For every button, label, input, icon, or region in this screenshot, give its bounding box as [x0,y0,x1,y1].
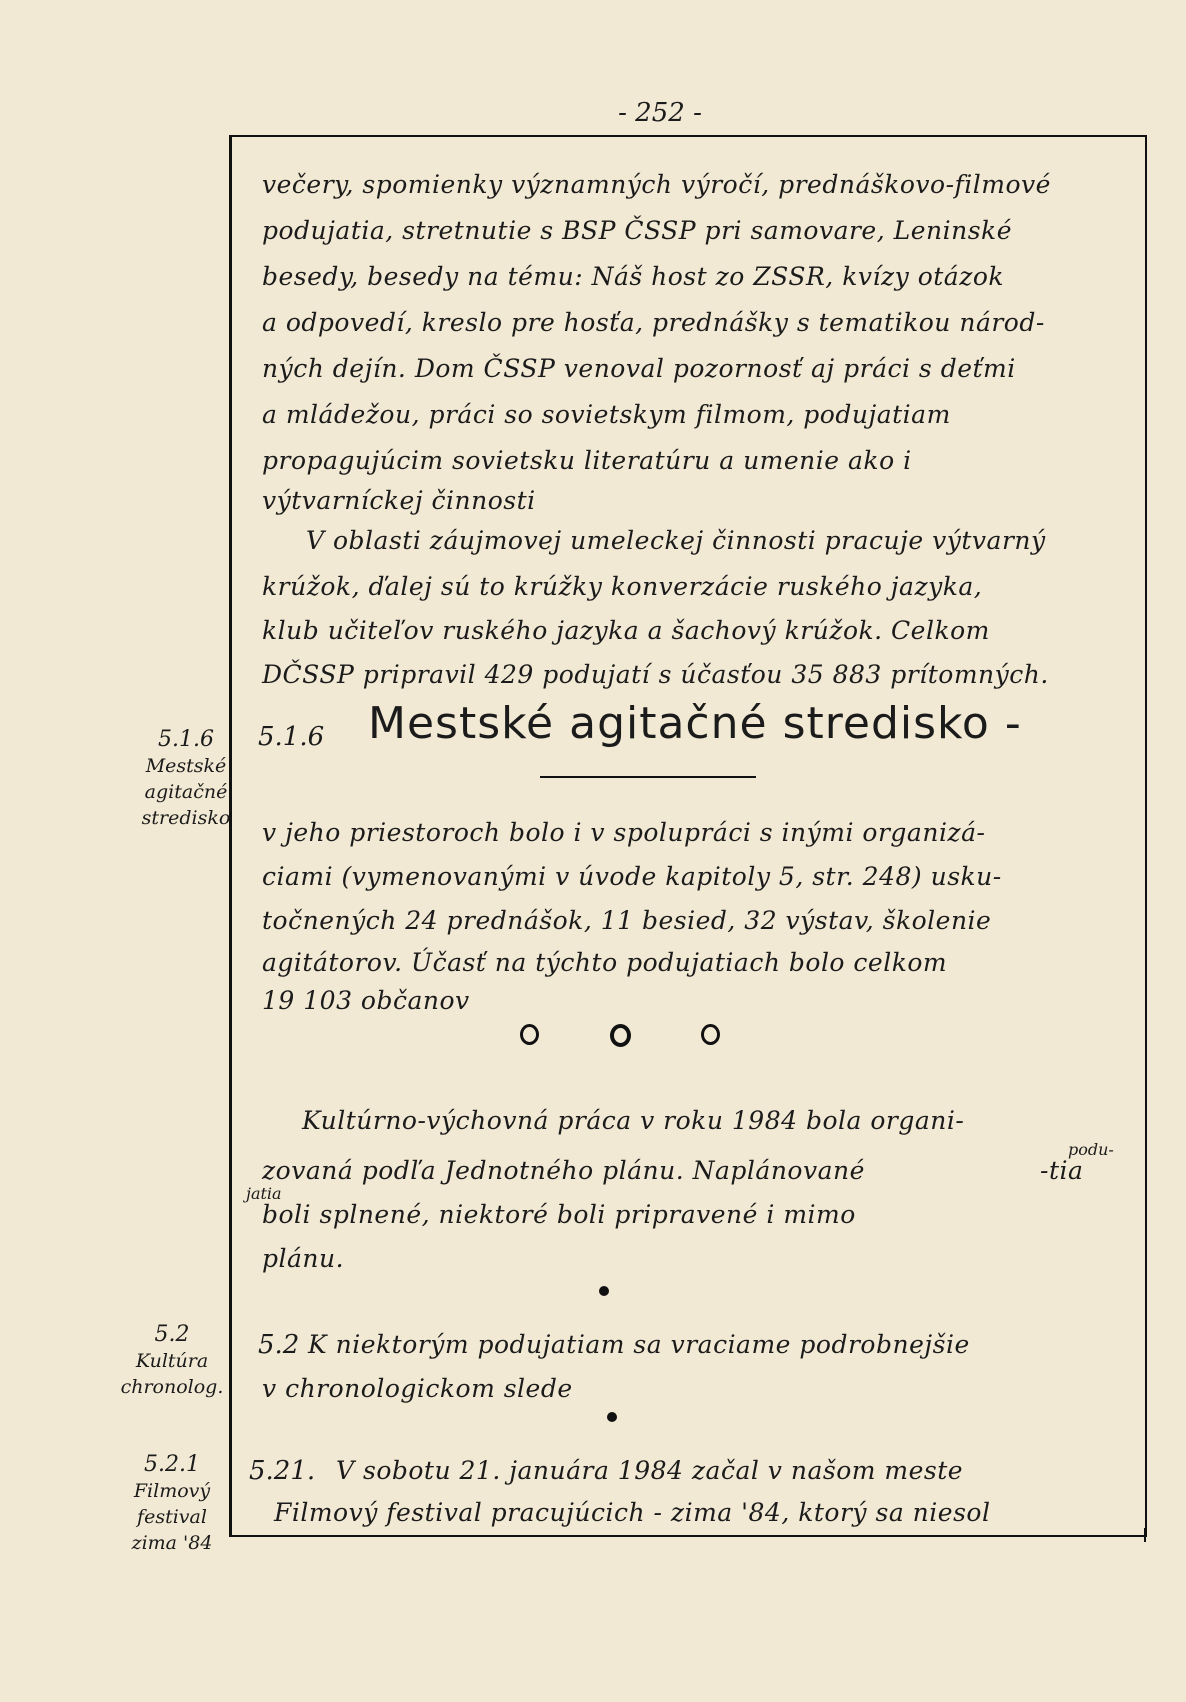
margin-note-521 [112,1452,232,1556]
body-line: výtvarníckej činnosti [262,486,536,515]
body-line: propagujúcim sovietsku literatúru a umenie ako i [262,446,912,475]
body-line: K niektorým podujatiam sa vraciame podrobnejšie [308,1330,970,1359]
margin-text: agitačné [144,781,228,803]
body-line: krúžok, ďalej sú to krúžky konverzácie ruského jazyka, [262,572,983,601]
body-line: večery, spomienky významných výročí, prednáškovo-filmové [262,170,1051,199]
body-line: DČSSP pripravil 429 podujatí s účasťou 35 883 prítomných. [262,660,1049,689]
margin-note-52 [112,1322,232,1400]
margin-note-516 [126,727,246,831]
margin-text: Mestské [145,755,227,777]
margin-text: Filmový [133,1480,211,1502]
body-line: Filmový festival pracujúcich - zima '84, ktorý sa niesol [274,1498,991,1527]
section-number: 5.2 [258,1330,300,1360]
section-title: Mestské agitačné stredisko - [368,698,1022,749]
body-line: ciami (vymenovanými v úvode kapitoly 5, str. 248) usku- [262,862,1002,891]
bullet-dot [599,1286,609,1296]
body-line: v chronologickom slede [262,1374,573,1403]
body-line: ných dejín. Dom ČSSP venoval pozornosť aj práci s deťmi [262,354,1016,383]
section-number: 5.21. [249,1456,316,1486]
margin-text: zima '84 [131,1532,213,1554]
margin-code: 5.2 [154,1322,190,1347]
body-line: 19 103 občanov [262,986,470,1015]
margin-text: chronolog. [120,1376,224,1398]
margin-text: festival [137,1506,207,1528]
body-line: a odpovedí, kreslo pre hosťa, prednášky s tematikou národ- [262,308,1045,337]
body-line: Kultúrno-výchovná práca v roku 1984 bola organi- [302,1106,965,1135]
separator-circle [701,1024,720,1045]
body-line: v jeho priestoroch bolo i v spolupráci s inými organizá- [262,818,986,847]
body-line: a mládežou, práci so sovietskym filmom, podujatiam [262,400,951,429]
margin-text: Kultúra [135,1350,209,1372]
frame-end-tick [1144,1528,1146,1542]
body-line: boli splnené, niektoré boli pripravené i mimo [262,1200,856,1229]
body-line: plánu. [262,1244,345,1273]
body-line: podujatia, stretnutie s BSP ČSSP pri samovare, Leninské [262,216,1012,245]
title-underline [540,776,756,778]
body-line: besedy, besedy na tému: Náš host zo ZSSR, kvízy otázok [262,262,1005,291]
body-line: točnených 24 prednášok, 11 besied, 32 výstav, školenie [262,906,992,935]
insertion-note: jatia [246,1184,282,1203]
insertion-word: -tia [1040,1156,1084,1185]
margin-code: 5.2.1 [144,1452,200,1477]
body-line: V oblasti záujmovej umeleckej činnosti pracuje výtvarný [306,526,1046,555]
body-line: klub učiteľov ruského jazyka a šachový krúžok. Celkom [262,616,990,645]
separator-circle [520,1024,539,1045]
separator-circle [610,1024,631,1047]
body-line: zovaná podľa Jednotného plánu. Naplánované [262,1156,865,1185]
body-line: V sobotu 21. januára 1984 začal v našom meste [336,1456,964,1485]
body-line: agitátorov. Účasť na týchto podujatiach bolo celkom [262,948,948,977]
page-number: - 252 - [618,98,702,128]
margin-text: stredisko [141,807,231,829]
bullet-dot [607,1412,617,1422]
section-number: 5.1.6 [258,722,325,752]
insertion-note: podu- [1068,1140,1114,1159]
margin-code: 5.1.6 [158,727,214,752]
section-separator [520,1024,720,1047]
